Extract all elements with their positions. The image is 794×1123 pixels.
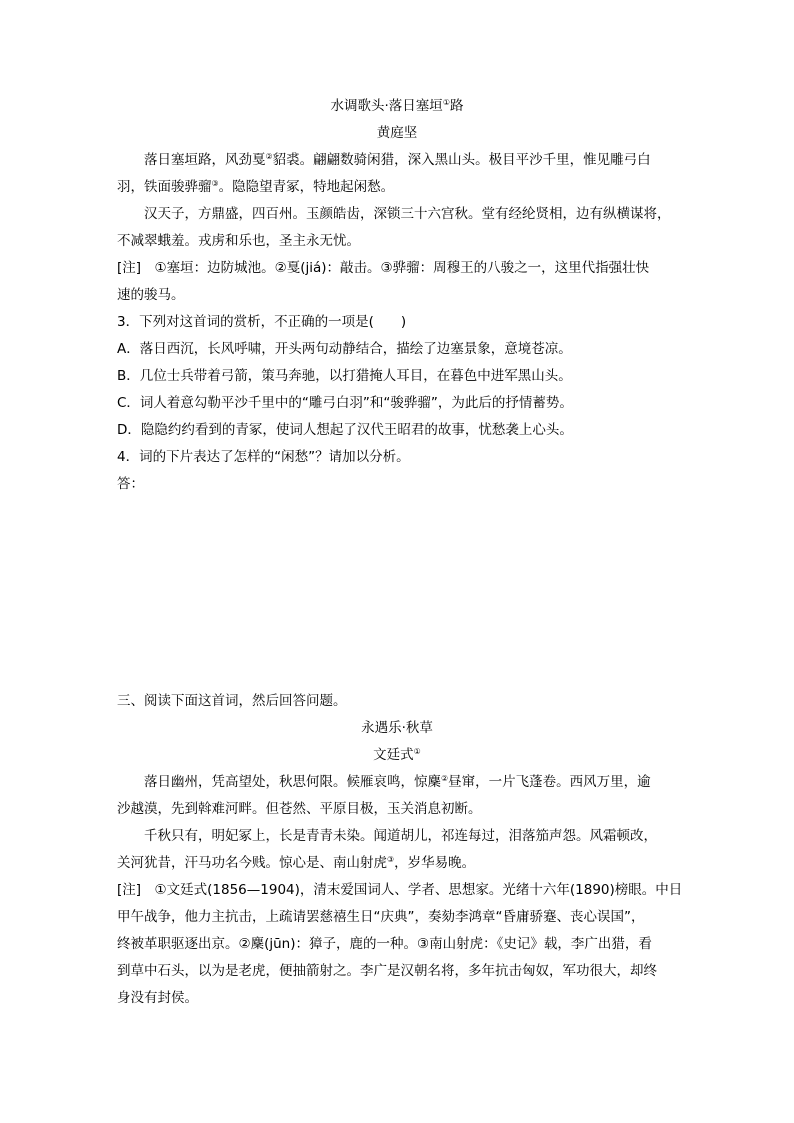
poem2-author xyxy=(117,746,677,764)
poem2-note-line2: 甲午战争，他力主抗击，上疏请罢慈禧生日“庆典”，奏劾李鸿章“昏庸骄蹇、丧心误国”， xyxy=(117,909,645,925)
option-c: C．词人着意勾勒平沙千里中的“雕弓白羽”和“骏骅骝”，为此后的抒情蓄势。 xyxy=(117,395,573,411)
text-segment: 。隐隐望青冢，特地起闲愁。 xyxy=(218,179,395,195)
text-segment: 貂裘。翩翩数骑闲猎，深入黑山头。极目平沙千里，惟见雕弓白 xyxy=(272,152,651,168)
poem1-stanza1-line1 xyxy=(144,151,651,169)
option-b: B．几位士兵带着弓箭，策马奔驰，以打猎掩人耳目，在暮色中进军黑山头。 xyxy=(117,368,572,384)
poem2-note-line3: 终被革职驱逐出京。②麇(jūn)：獐子，鹿的一种。③南山射虎：《史记》载，李广出猎，看 xyxy=(117,936,652,952)
text-segment: 昼窜，一片飞蓬卷。西风万里，逾 xyxy=(448,774,651,790)
poem1-author: 黄庭坚 xyxy=(376,125,418,141)
poem2-stanza1-line1 xyxy=(144,773,651,791)
section3-heading: 三、阅读下面这首词，然后回答问题。 xyxy=(117,693,347,709)
poem1-stanza2-line1: 汉天子，方鼎盛，四百州。玉颜皓齿，深锁三十六宫秋。堂有经纶贤相，边有纵横谋将， xyxy=(144,206,671,222)
poem2-stanza1-line2: 沙越漠，先到斡难河畔。但苍然、平原目极，玉关消息初断。 xyxy=(117,801,482,817)
text-segment: 落日塞垣路，风劲戛 xyxy=(144,152,266,168)
poem1-title-text-end: 路 xyxy=(449,98,464,114)
poem2-note-line5: 身没有封侯。 xyxy=(117,990,198,1006)
footnote-marker: ② xyxy=(265,152,273,161)
answer-label: 答： xyxy=(117,476,144,492)
poem1-stanza2-line2: 不减翠蛾羞。戎虏和乐也，圣主永无忧。 xyxy=(117,233,360,249)
footnote-marker: ① xyxy=(442,98,450,107)
text-segment: 羽，铁面骏骅骝 xyxy=(117,179,212,195)
text-segment: 落日幽州，凭高望处，秋思何限。候雁哀鸣，惊麇 xyxy=(144,774,441,790)
footnote-marker: ② xyxy=(441,774,449,783)
poem1-stanza1-line2 xyxy=(117,178,394,196)
poem2-stanza2-line2 xyxy=(117,854,475,872)
poem1-note-line1: [注] ①塞垣：边防城池。②戛(jiá)：敲击。③骅骝：周穆王的八骏之一，这里代指强壮快 xyxy=(117,260,650,276)
poem2-note-line1: [注] ①文廷式(1856—1904)，清末爱国词人、学者、思想家。光绪十六年(1890)榜眼。中日 xyxy=(117,882,683,898)
poem2-note-line4: 到草中石头，以为是老虎，便抽箭射之。李广是汉朝名将，多年抗击匈奴，军功很大，却终 xyxy=(117,963,657,979)
option-d: D．隐隐约约看到的青冢，使词人想起了汉代王昭君的故事，忧愁袭上心头。 xyxy=(117,422,573,438)
text-segment: 文廷式 xyxy=(373,747,414,763)
poem2-stanza2-line1: 千秋只有，明妃冢上，长是青青未染。闻道胡儿，祁连每过，泪落笳声怨。风霜顿改， xyxy=(144,828,657,844)
question-4: 4．词的下片表达了怎样的“闲愁”？请加以分析。 xyxy=(117,449,410,465)
footnote-marker: ③ xyxy=(211,179,219,188)
footnote-marker: ① xyxy=(413,747,421,756)
option-a: A．落日西沉，长风呼啸，开头两句动静结合，描绘了边塞景象，意境苍凉。 xyxy=(117,341,572,357)
poem1-title xyxy=(117,97,677,115)
poem1-note-line2: 速的骏马。 xyxy=(117,287,185,303)
footnote-marker: ③ xyxy=(387,855,395,864)
poem2-title: 永遇乐·秋草 xyxy=(361,720,433,736)
question-3: 3．下列对这首词的赏析，不正确的一项是( ) xyxy=(117,314,407,330)
poem1-title-text: 水调歌头·落日塞垣 xyxy=(330,98,443,114)
text-segment: 关河犹昔，汗马功名今贱。惊心是、南山射虎 xyxy=(117,855,387,871)
text-segment: ，岁华易晚。 xyxy=(394,855,476,871)
